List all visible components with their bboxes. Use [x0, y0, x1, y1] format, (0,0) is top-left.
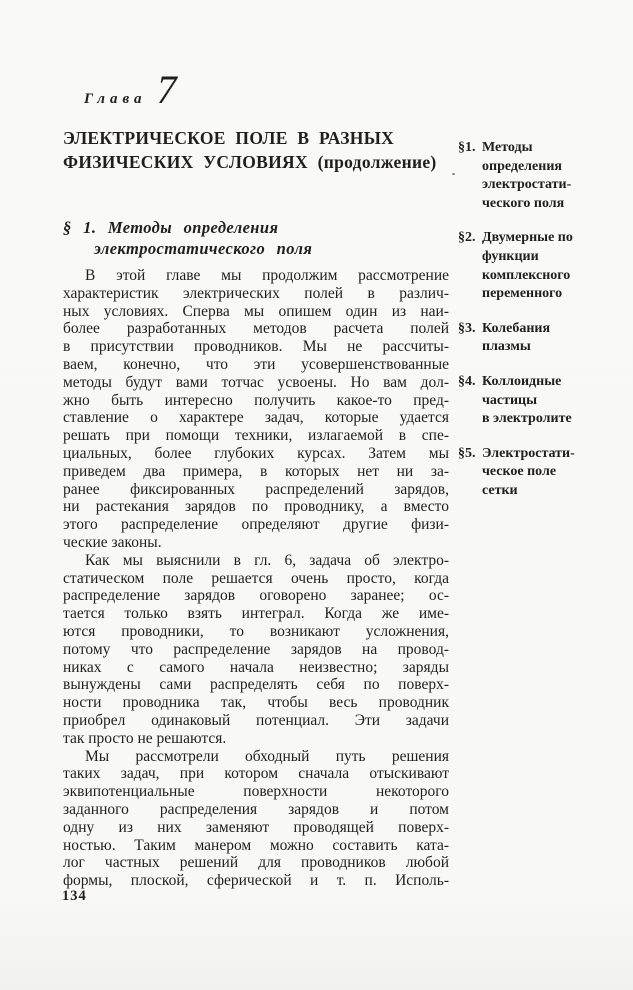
body-line: циальных, более глубоких курсах. Затем мы: [63, 444, 449, 462]
body-line: эквипотенциальные поверхности некоторого: [63, 783, 449, 801]
toc-item-number: §5.: [458, 445, 476, 461]
body-line: более разработанных методов расчета полей: [63, 320, 449, 338]
body-line: так просто не решаются.: [63, 729, 227, 747]
toc-item: [458, 445, 628, 501]
toc-item-line: функции: [482, 248, 539, 264]
toc-item-number: §4.: [458, 373, 476, 389]
body-line: характеристик электрических полей в различ-: [63, 284, 449, 302]
body-line: одну из них заменяют проводящей поверх-: [63, 818, 449, 836]
body-text: [63, 267, 449, 890]
toc-item-text: [482, 229, 628, 303]
body-line: лог частных решений для проводников любой: [63, 854, 449, 872]
scan-speck: [452, 173, 455, 175]
chapter-heading: [84, 67, 177, 112]
toc-item-line: Колебания: [482, 320, 551, 336]
toc-item: [458, 373, 628, 429]
body-line: вынуждены сами распределять себя по поверх-: [63, 676, 449, 694]
body-line: статическом поле решается очень просто, когда: [63, 569, 449, 587]
paragraph: [63, 748, 449, 890]
toc-item-number: §2.: [458, 230, 476, 246]
paragraph: [63, 552, 449, 748]
section-heading: [63, 217, 312, 259]
toc-item-line: сетки: [482, 482, 518, 498]
toc-item-line: Электростати-: [482, 445, 575, 461]
body-line: методы будут вами тотчас усвоены. Но вам дол-: [63, 373, 449, 391]
chapter-title-line2: ФИЗИЧЕСКИХ УСЛОВИЯХ (продолжение): [63, 152, 437, 172]
toc-item: [458, 229, 628, 303]
toc-item-text: [482, 320, 628, 357]
body-line: тается только взять интеграл. Когда же име-: [63, 605, 449, 623]
body-line: распределение зарядов оговорено заранее; ос-: [63, 587, 449, 605]
body-line: никах с самого начала неизвестно; заряды: [63, 658, 449, 676]
body-line: ности проводника так, чтобы весь проводник: [63, 694, 449, 712]
toc-sidebar: [458, 139, 628, 517]
toc-item-line: ческого поля: [482, 195, 565, 211]
toc-item: [458, 320, 628, 357]
toc-item-line: ческое поле: [482, 464, 557, 480]
toc-item-line: в электролите: [482, 411, 572, 427]
body-line: В этой главе мы продолжим рассмотрение: [85, 267, 449, 284]
chapter-title-line1: ЭЛЕКТРИЧЕСКОЕ ПОЛЕ В РАЗНЫХ: [63, 128, 395, 148]
section-heading-line2: электростатического поля: [94, 239, 313, 258]
body-line: таких задач, при котором сначала отыскивают: [63, 765, 449, 783]
body-line: решать при помощи техники, излагаемой в спе-: [63, 427, 449, 445]
body-line: ни растекания зарядов по проводнику, а вместо: [63, 498, 449, 516]
body-line: ставление о характере задач, которые удается: [63, 409, 449, 427]
paragraph: [63, 267, 449, 552]
body-line: ных условиях. Сперва мы опишем один из наи-: [63, 302, 449, 320]
toc-item-text: [482, 139, 628, 213]
chapter-title: [63, 126, 455, 174]
section-heading-line1: § 1. Методы определения: [63, 218, 279, 237]
body-line: приобрел одинаковый потенциал. Эти задачи: [63, 711, 449, 729]
toc-item-line: плазмы: [482, 339, 531, 355]
toc-item-line: переменного: [482, 286, 563, 302]
body-line: ностью. Таким манером можно составить ката-: [63, 836, 449, 854]
toc-item-line: Методы: [482, 140, 533, 155]
chapter-number: 7: [156, 67, 177, 112]
body-line: ются проводники, то возникают усложнения,: [63, 622, 449, 640]
body-line: заданного распределения зарядов и потом: [63, 800, 449, 818]
toc-item-line: Коллоидные: [482, 373, 562, 389]
toc-item-line: электростати-: [482, 177, 572, 193]
body-line: ранее фиксированных распределений зарядов,: [63, 480, 449, 498]
body-line: ческие законы.: [63, 533, 162, 551]
toc-item-text: [482, 373, 628, 429]
toc-item-line: Двумерные по: [482, 230, 573, 246]
body-line: потому что распределение зарядов на провод-: [63, 640, 449, 658]
toc-item-number: §1.: [458, 140, 476, 155]
body-line: этого распределение определяют другие физи-: [63, 516, 449, 534]
body-line: Как мы выяснили в гл. 6, задача об электро-: [85, 551, 449, 569]
toc-item: [458, 139, 628, 213]
chapter-label: Глава: [84, 91, 147, 107]
body-line: в присутствии проводников. Мы не рассчиты-: [63, 338, 449, 356]
body-line: ваем, конечно, что эти усовершенствованные: [63, 355, 449, 373]
toc-item-line: частицы: [482, 392, 538, 408]
toc-item-line: определения: [482, 158, 562, 174]
page-number: 134: [62, 888, 87, 904]
toc-item-number: §3.: [458, 320, 476, 336]
body-line: приведем два примера, в которых нет ни за-: [63, 462, 449, 480]
toc-item-text: [482, 445, 628, 501]
body-line: жно быть интересно получить какое-то пред-: [63, 391, 449, 409]
body-line: Мы рассмотрели обходный путь решения: [85, 747, 449, 765]
body-line: формы, плоской, сферической и т. п. Исполь-: [63, 872, 449, 890]
toc-item-line: комплексного: [482, 267, 571, 283]
